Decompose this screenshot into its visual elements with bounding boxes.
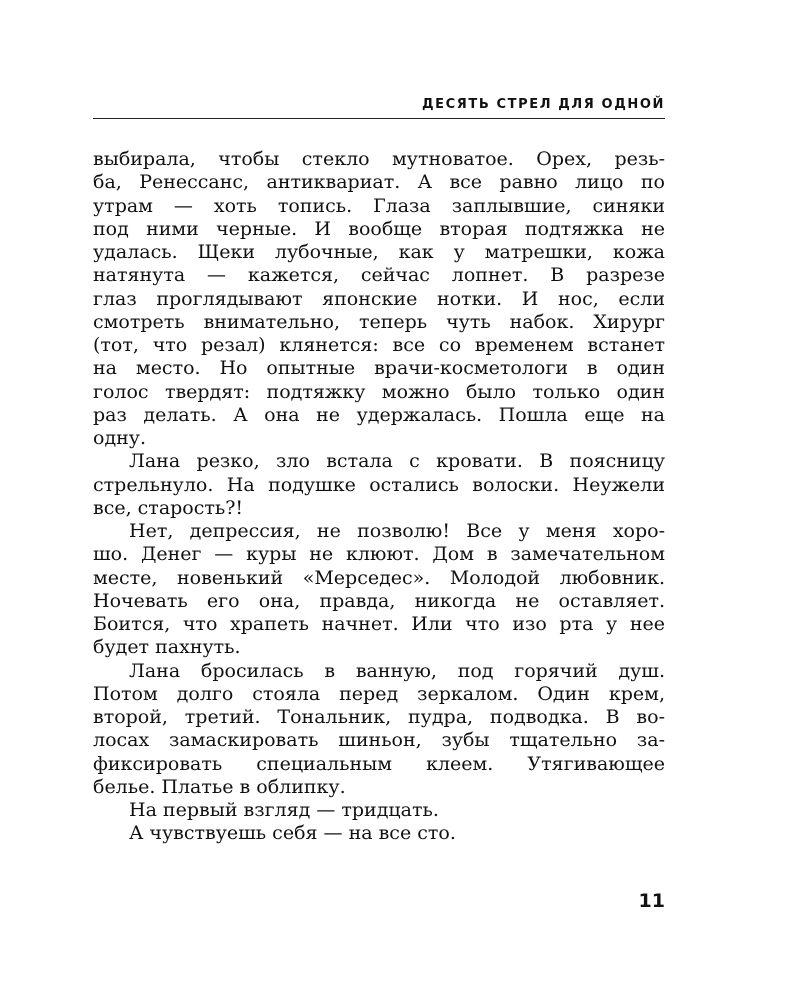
text-line: второй, третий. Тональник, пудра, подводка. В во- <box>93 706 665 728</box>
text-line: глаз проглядывают японские нотки. И нос, если <box>93 287 665 310</box>
text-line: Боится, что храпеть начнет. Или что изо рта у нее <box>93 613 665 635</box>
text-line: на место. Но опытные врачи-косметологи в один <box>93 357 665 380</box>
text-line: Лана резко, зло встала с кровати. В поясницу <box>129 450 665 473</box>
text-line: фиксировать специальным клеем. Утягивающее <box>93 752 665 775</box>
text-line: ба, Ренессанс, антиквариат. А все равно лицо по <box>93 171 665 194</box>
text-line: раз делать. А она не удержалась. Пошла еще на <box>93 403 665 426</box>
text-line: месте, новенький «Мерседес». Молодой любовник. <box>93 566 665 589</box>
text-line: под ними черные. И вообще вторая подтяжка не <box>93 217 665 240</box>
text-line: голос твердят: подтяжку можно было только один <box>93 380 665 403</box>
text-line: Потом долго стояла перед зеркалом. Один крем, <box>93 682 665 705</box>
text-line: Лана бросилась в ванную, под горячий душ. <box>129 659 665 682</box>
text-line: шо. Денег — куры не клюют. Дом в замечательном <box>93 543 665 566</box>
text-line: белье. Платье в облипку. <box>93 775 346 798</box>
text-line: На первый взгляд — тридцать. <box>129 799 439 821</box>
text-line: удалась. Щеки лубочные, как у матрешки, кожа <box>93 241 665 263</box>
text-line: выбирала, чтобы стекло мутноватое. Орех, резь- <box>93 148 665 170</box>
text-line: Нет, депрессия, не позволю! Все у меня хоро- <box>129 520 665 542</box>
header-rule <box>93 118 665 119</box>
running-head: ДЕСЯТЬ СТРЕЛ ДЛЯ ОДНОЙ <box>421 97 665 112</box>
text-line: все, старость?! <box>93 496 244 519</box>
text-line: будет пахнуть. <box>93 636 241 659</box>
body-text <box>93 148 665 846</box>
text-line: утрам — хоть топись. Глаза заплывшие, синяки <box>93 194 665 217</box>
text-line: лосах замаскировать шиньон, зубы тщательно за- <box>93 729 665 752</box>
text-line: одну. <box>93 427 147 449</box>
text-line: Ночевать его она, правда, никогда не оставляет. <box>93 589 665 612</box>
text-line: (тот, что резал) клянется: все со временем встанет <box>93 334 665 356</box>
text-line: натянута — кажется, сейчас лопнет. В разрезе <box>93 264 665 287</box>
page-number: 11 <box>638 890 665 912</box>
text-line: А чувствуешь себя — на все сто. <box>129 822 456 845</box>
text-line: смотреть внимательно, теперь чуть набок. Хирург <box>93 310 665 333</box>
text-line: стрельнуло. На подушке остались волоски. Неужели <box>93 473 665 496</box>
